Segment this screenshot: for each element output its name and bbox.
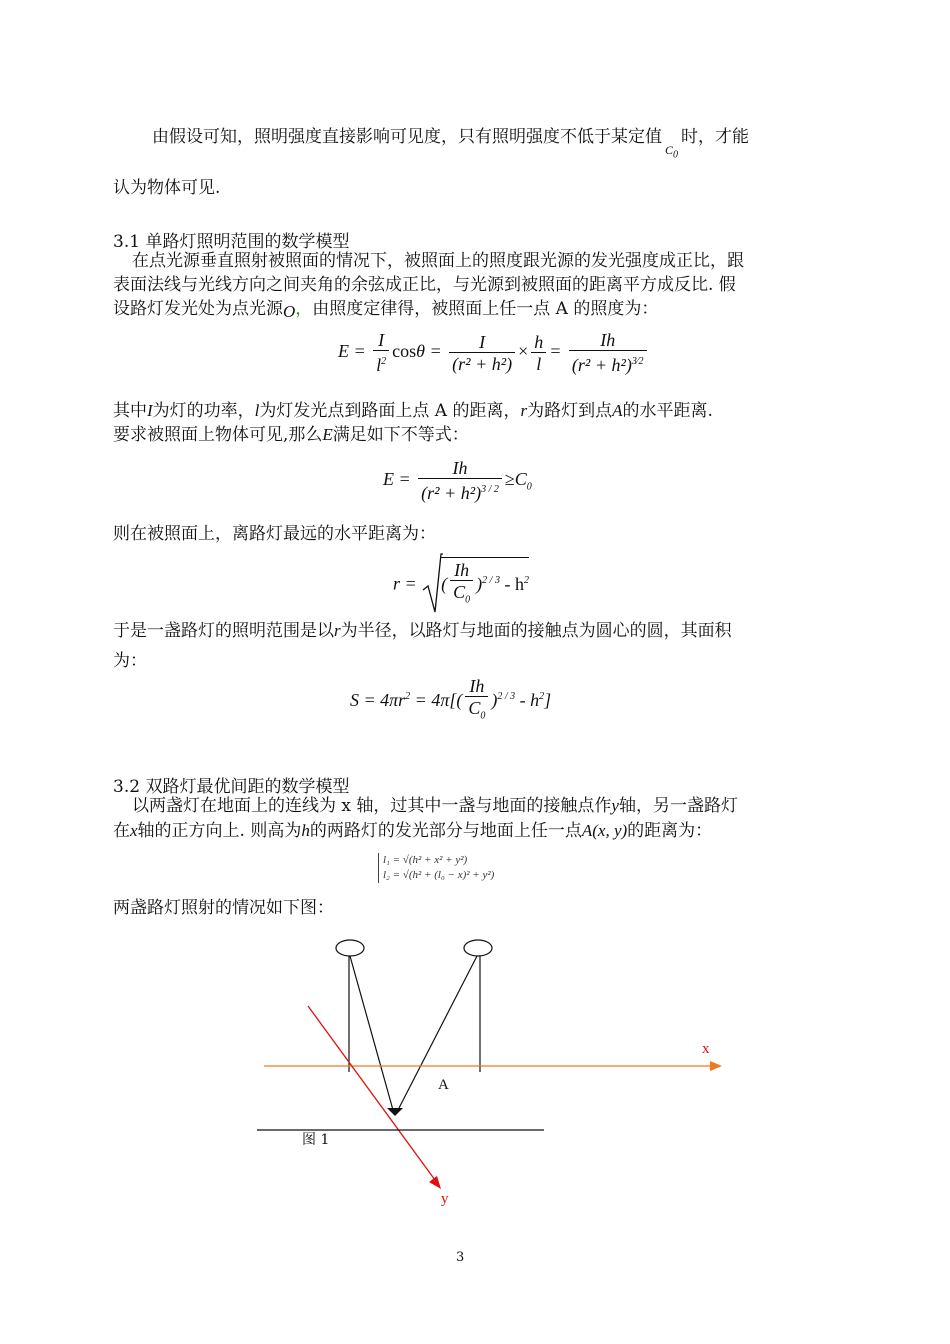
x-axis-label: x xyxy=(702,1041,710,1057)
point-a-label: A xyxy=(438,1077,449,1093)
sqrt-sign xyxy=(421,552,443,616)
c0-symbol: C0 xyxy=(665,143,679,161)
section31-p1-l3: 设路灯发光处为点光源O，由照度定律得，被照面上任一点 A 的照度为： xyxy=(113,299,659,321)
section32-p2: 两盏路灯照射的情况如下图： xyxy=(113,898,334,918)
section31-p4-l2: 为： xyxy=(113,651,147,671)
equation-area: $S = 4\pi r^2 = 4\pi$[( $\frac{Ih}{C_0}$ )$^{2 / 3} - h^2$] xyxy=(350,676,552,722)
x-axis-arrow xyxy=(710,1061,722,1071)
lamp-right-icon xyxy=(464,940,492,956)
lamp-left-icon xyxy=(336,940,364,956)
y-axis-label: y xyxy=(441,1191,449,1207)
equation-l1: l₁ = √(h² + x² + y²) xyxy=(383,854,468,866)
equation-max-distance: r = ( $\frac{Ih}{C_0}$ )$^{2 / 3} - h^2$ xyxy=(393,552,529,616)
section31-p4-l1: 于是一盏路灯的照明范围是以r为半径，以路灯与地面的接触点为圆心的圆，其面积 xyxy=(113,621,732,641)
equation-distances xyxy=(378,853,494,883)
y-axis-arrow xyxy=(429,1176,441,1189)
para1-line2: 认为物体可见. xyxy=(113,178,221,198)
section32-title: 3.2 双路灯最优间距的数学模型 xyxy=(113,777,350,797)
section31-p2-l2: 要求被照面上物体可见,那么E满足如下不等式： xyxy=(113,425,469,445)
para1-line1 xyxy=(152,126,750,161)
para1-line1a: 由假设可知，照明强度直接影响可见度，只有照明强度不低于某定值 xyxy=(152,127,662,147)
page-number: 3 xyxy=(456,1250,465,1265)
point-O: O xyxy=(283,302,296,321)
para1-line1b: 时，才能 xyxy=(681,127,750,147)
equation-l2: l₂ = √(h² + (l₀ − x)² + y²) xyxy=(383,869,495,881)
point-a-marker xyxy=(387,1108,403,1116)
figure-two-lamps xyxy=(250,930,730,1220)
equation-illuminance: E = $\frac{I}{l^2}$ cosθ = $\frac{I}{\text{(r² + h²)}}$ × $\frac{h}{l}$ = $\frac{Ih}{(r^2 + h^2)^{3⁄2}}$ xyxy=(338,330,650,376)
figure-caption: 图 1 xyxy=(302,1132,330,1148)
equation-inequality: E = $\frac{Ih}{(r^2 + h^2)^{3 / 2}}$ $\ge C_0$ xyxy=(383,458,532,503)
section32-p1-l2: 在x轴的正方向上. 则高为h的两路灯的发光部分与地面上任一点A(x, y)的距离为： xyxy=(113,821,713,841)
section31-p1-l1: 在点光源垂直照射被照面的情况下，被照面上的照度跟光源的发光强度成正比，跟 xyxy=(132,251,744,271)
ray-left xyxy=(350,956,393,1110)
section31-title: 3.1 单路灯照明范围的数学模型 xyxy=(113,232,350,252)
section31-p3: 则在被照面上，离路灯最远的水平距离为： xyxy=(113,524,436,544)
section32-p1-l1: 以两盏灯在地面上的连线为 x 轴，过其中一盏与地面的接触点作y轴，另一盏路灯 xyxy=(132,796,738,816)
section31-p1-l2: 表面法线与光线方向之间夹角的余弦成正比，与光源到被照面的距离平方成反比. 假 xyxy=(113,275,736,295)
section31-p2-l1: 其中I为灯的功率，l为灯发光点到路面上点 A 的距离，r为路灯到点A的水平距离. xyxy=(113,401,713,421)
